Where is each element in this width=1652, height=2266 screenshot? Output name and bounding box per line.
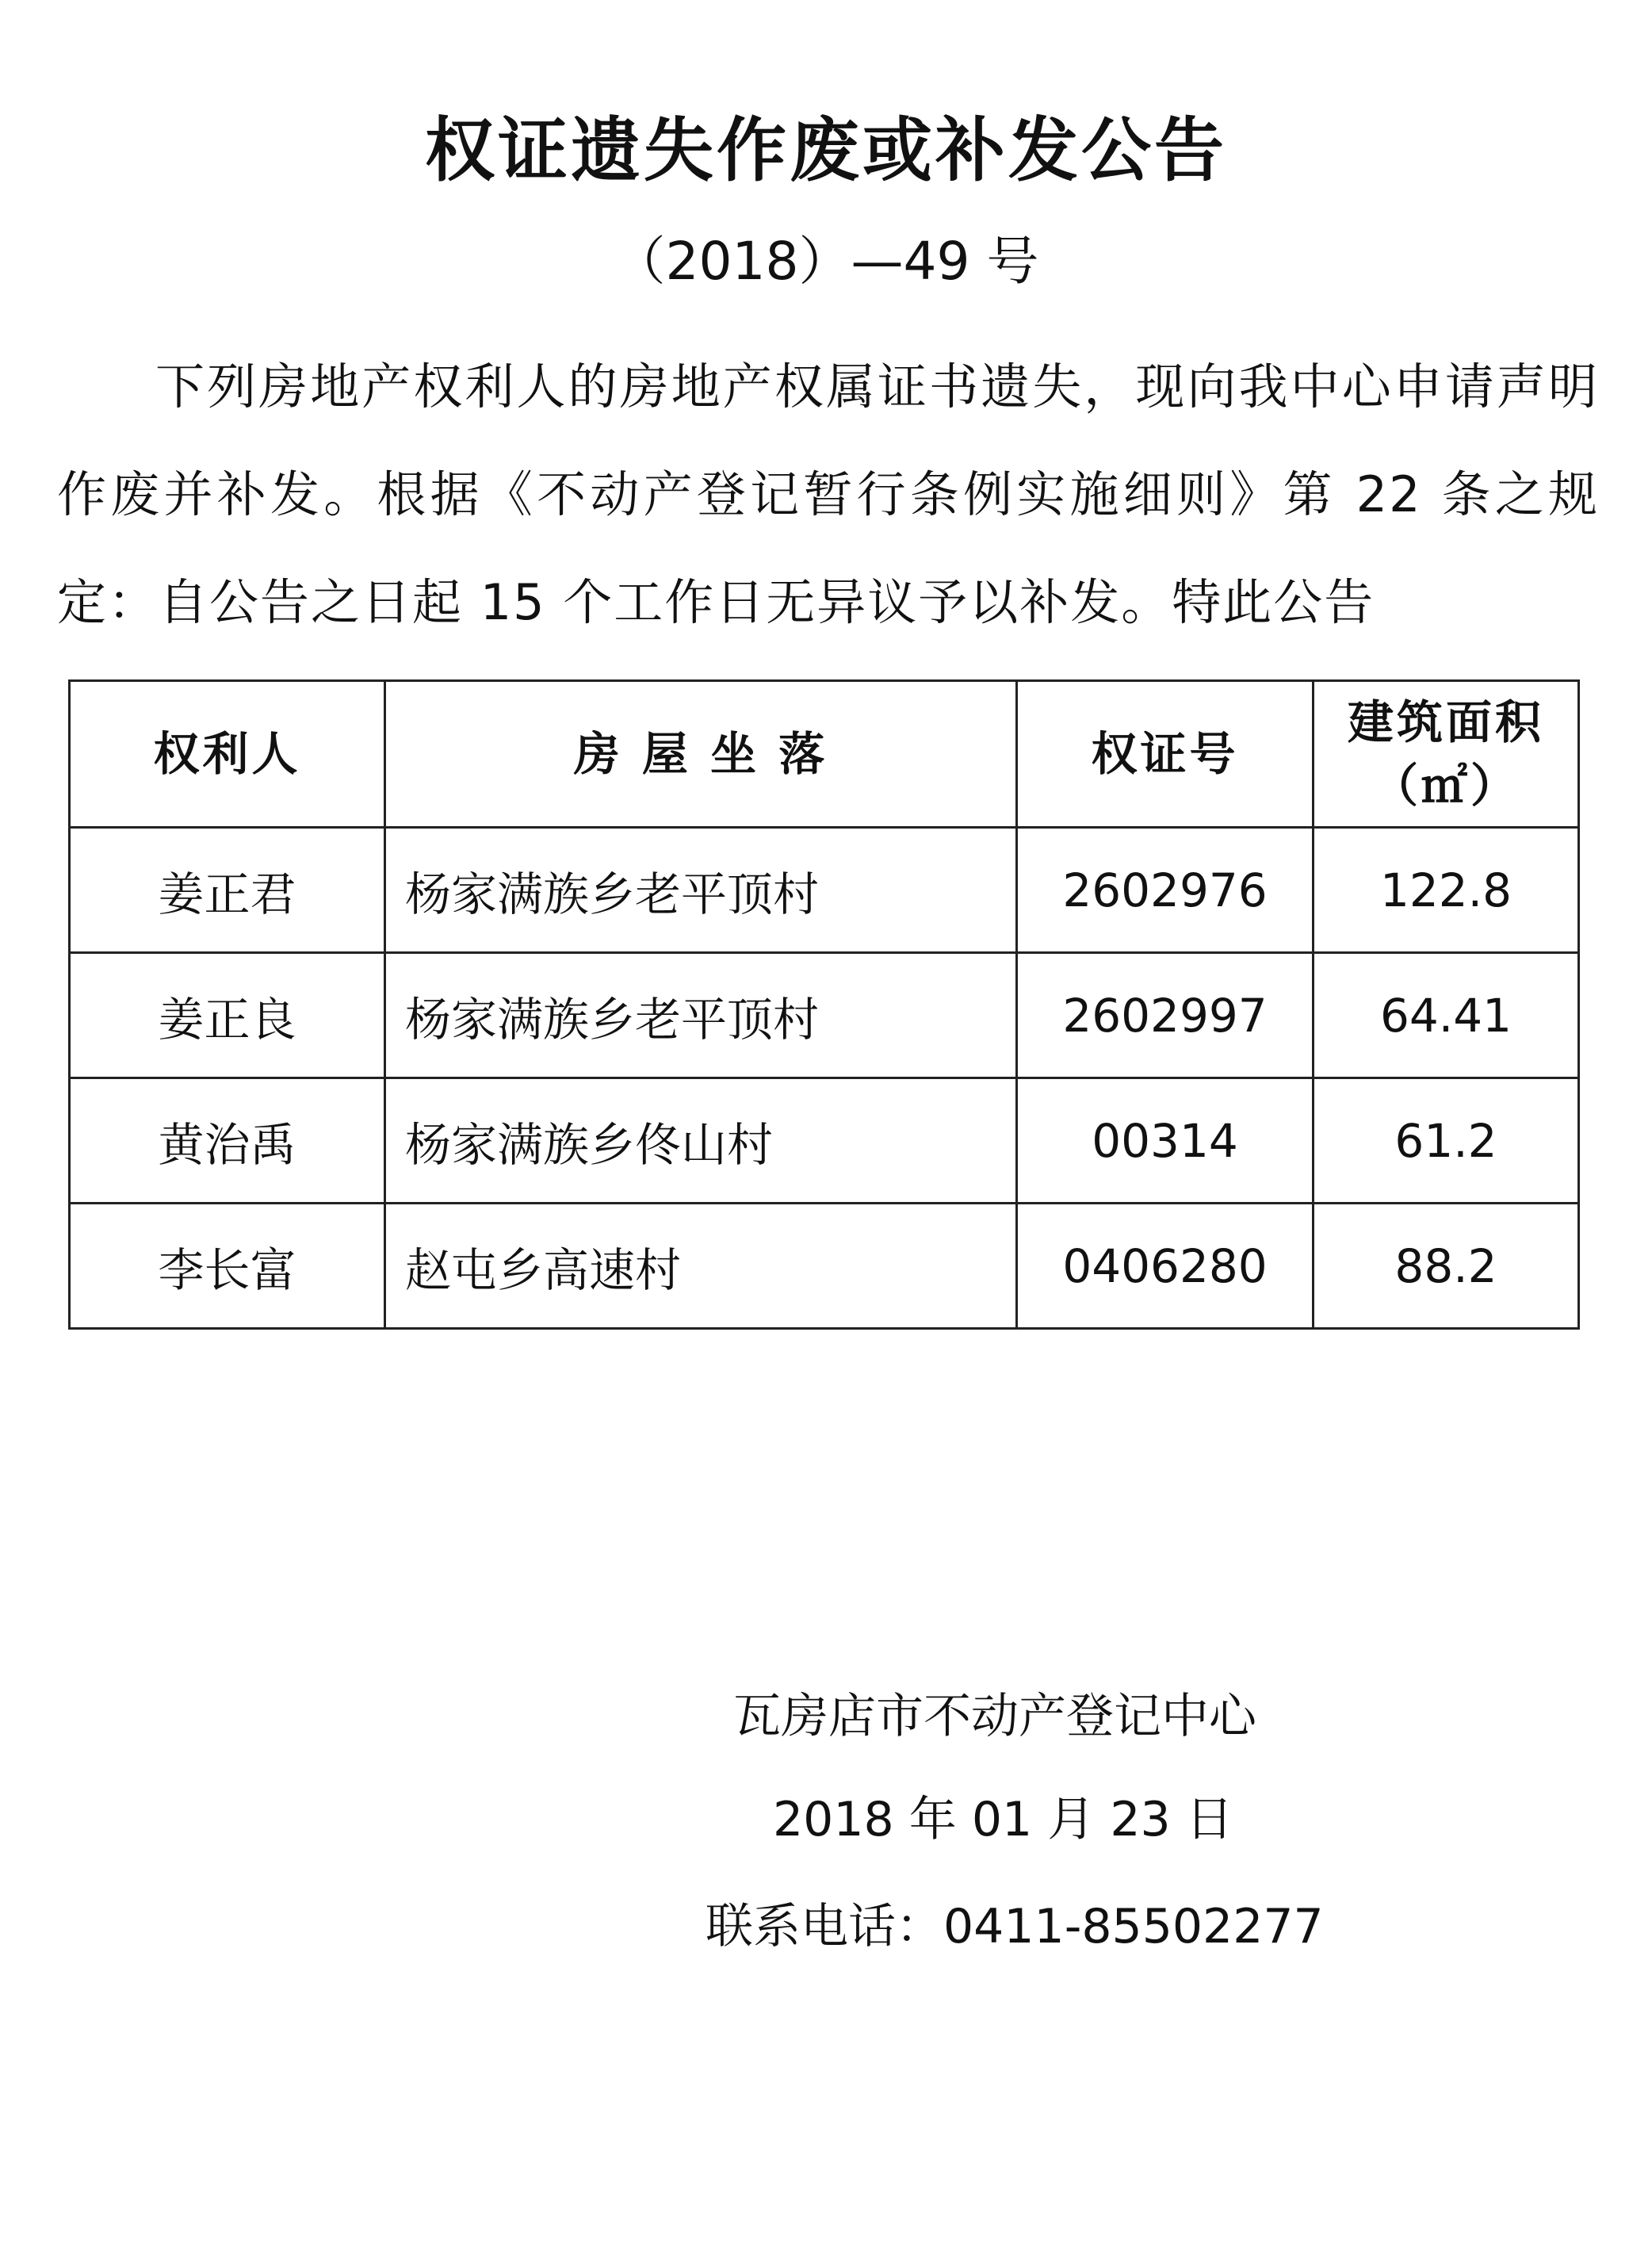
table-row (70, 953, 1579, 1078)
header-cert-no: 权证号 (1017, 681, 1314, 828)
notice-body: 下列房地产权利人的房地产权属证书遗失，现向我中心申请声明作废并补发。根据《不动产登记暂行条例实施细则》第 22 条之规定：自公告之日起 15 个工作日无异议予以补发。特此公告 (57, 358, 1599, 631)
header-address: 房 屋 坐 落 (385, 681, 1017, 828)
header-area (1314, 681, 1579, 828)
header-area-unit: （㎡） (1371, 759, 1520, 813)
cell-holder: 黄治禹 (70, 1078, 385, 1204)
cell-holder: 姜正良 (70, 953, 385, 1078)
notice-title: 权证遗失作废或补发公告 (424, 109, 1227, 191)
cell-holder: 李长富 (70, 1204, 385, 1329)
cell-cert-no: 00314 (1017, 1078, 1314, 1204)
cell-area: 122.8 (1314, 828, 1579, 953)
header-area-label: 建筑面积 (1347, 695, 1544, 749)
issuer-name: 瓦房店市不动产登记中心 (733, 1689, 1256, 1744)
cell-cert-no: 2602997 (1017, 953, 1314, 1078)
lost-certificates-table (68, 679, 1580, 1330)
contact-phone: 联系电话：0411-85502277 (706, 1899, 1324, 1954)
table-header-row (70, 681, 1579, 828)
cell-cert-no: 0406280 (1017, 1204, 1314, 1329)
header-holder: 权利人 (70, 681, 385, 828)
notice-number: （2018）—49 号 (613, 231, 1039, 292)
cell-address: 赵屯乡高速村 (385, 1204, 1017, 1329)
table-row (70, 828, 1579, 953)
cell-area: 61.2 (1314, 1078, 1579, 1204)
table-row (70, 1078, 1579, 1204)
cell-area: 88.2 (1314, 1204, 1579, 1329)
cell-address: 杨家满族乡老平顶村 (385, 953, 1017, 1078)
cell-address: 杨家满族乡老平顶村 (385, 828, 1017, 953)
cell-address: 杨家满族乡佟山村 (385, 1078, 1017, 1204)
issue-date: 2018 年 01 月 23 日 (773, 1792, 1233, 1847)
table-row (70, 1204, 1579, 1329)
cell-holder: 姜正君 (70, 828, 385, 953)
cell-area: 64.41 (1314, 953, 1579, 1078)
cell-cert-no: 2602976 (1017, 828, 1314, 953)
